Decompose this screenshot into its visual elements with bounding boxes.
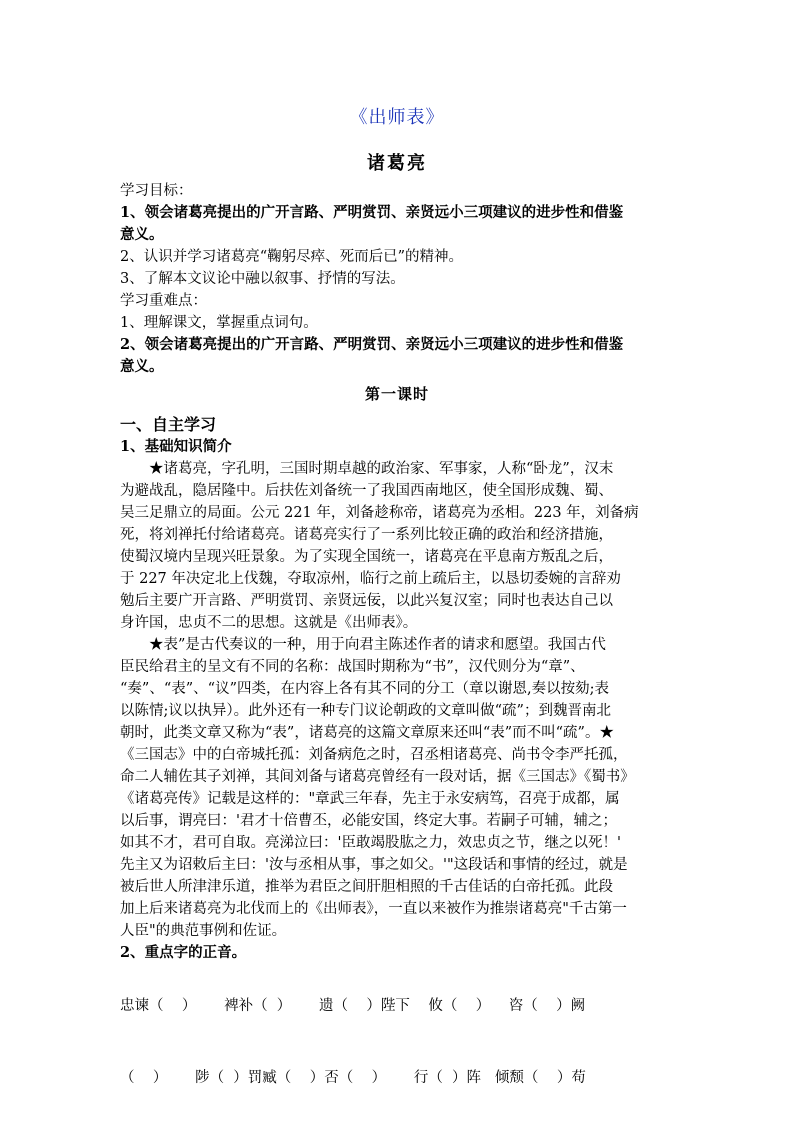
objective-item: 意义。	[120, 226, 164, 243]
paragraph-line: 如其不才，君可自取。亮涕泣曰：'臣敢竭股肱之力，效忠贞之节，继之以死！'	[120, 835, 621, 851]
paragraph-line: 《三国志》中的白帝城托孤：刘备病危之时，召丞相诸葛亮、尚书令李严托孤，	[120, 747, 628, 763]
paragraph-line: 加上后来诸葛亮为北伐而上的《出师表》，一直以来被作为推崇诸葛亮"千古第一	[120, 901, 627, 917]
paragraph-line: “奏”、“表”、“议”四类，在内容上各有其不同的分工（章以谢恩,奏以按劾;表	[120, 681, 609, 697]
paragraph-line: 被后世人所津津乐道，推举为君臣之间肝胆相照的千古佳话的白帝托孤。此段	[120, 879, 613, 895]
paragraph-line: 人臣"的典范事例和佐证。	[120, 923, 287, 939]
key-point-item: 2、领会诸葛亮提出的广开言路、严明赏罚、亲贤远小三项建议的进步性和借鉴	[120, 336, 624, 353]
key-points-heading: 学习重难点：	[120, 293, 207, 309]
pronunciation-line: 忠谏（ ） 裨补（ ） 遗（ ）陛下 攸（ ） 咨（ ）阙	[120, 998, 586, 1014]
author-name: 诸葛亮	[367, 153, 427, 174]
paragraph-line: 先主又为诏敕后主曰：'汝与丞相从事，事之如父。'"这段话和事情的经过，就是	[120, 857, 628, 873]
paragraph-line: 以后事，谓亮曰：'君才十倍曹丕，必能安国，终定大事。若嗣子可辅，辅之；	[120, 813, 617, 829]
key-point-item: 1、理解课文，掌握重点词句。	[120, 315, 318, 331]
paragraph-line: 吴三足鼎立的局面。公元 221 年，刘备趁称帝，诸葛亮为丞相。223 年，刘备病	[120, 505, 639, 521]
objective-item: 2、认识并学习诸葛亮“鞠躬尽瘁、死而后已”的精神。	[120, 249, 464, 265]
document-title: 《出师表》	[349, 107, 445, 128]
pronunciation-line: （ ） 陟（ ）罚臧（ ）否（ ） 行（ ）阵 倾颓（ ）苟	[120, 1070, 586, 1086]
paragraph-line: ★诸葛亮，字孔明，三国时期卓越的政治家、军事家，人称“卧龙”，汉末	[149, 461, 614, 477]
objectives-block	[120, 180, 680, 290]
key-point-item: 意义。	[120, 358, 164, 375]
subsection-heading: 1、基础知识简介	[120, 438, 232, 455]
objective-item: 1、领会诸葛亮提出的广开言路、严明赏罚、亲贤远小三项建议的进步性和借鉴	[120, 204, 624, 221]
basic-knowledge-block	[120, 436, 680, 964]
paragraph-line: ★表”是古代奏议的一种，用于向君主陈述作者的请求和愿望。我国古代	[149, 637, 606, 653]
paragraph-line: 为避战乱，隐居隆中。后扶佐刘备统一了我国西南地区，使全国形成魏、蜀、	[120, 483, 613, 499]
objectives-heading: 学习目标：	[120, 183, 193, 199]
section-heading: 一、自主学习	[120, 415, 217, 434]
paragraph-line: 朝时，此类文章又称为“表”，诸葛亮的这篇文章原来还叫“表”而不叫“疏”。★	[120, 725, 614, 741]
paragraph-line: 勉后主要广开言路、严明赏罚、亲贤远佞，以此兴复汉室；同时也表达自己以	[120, 593, 613, 609]
objective-item: 3、了解本文议论中融以叙事、抒情的写法。	[120, 271, 405, 287]
pronunciation-exercise	[120, 946, 680, 1138]
subsection-heading: 2、重点字的正音。	[120, 944, 247, 961]
paragraph-line: 身许国，忠贞不二的思想。这就是《出师表》。	[120, 615, 418, 631]
paragraph-line: 命二人辅佐其子刘禅，其间刘备与诸葛亮曾经有一段对话，据《三国志》《蜀书》	[120, 769, 635, 785]
paragraph-line: 死，将刘禅托付给诸葛亮。诸葛亮实行了一系列比较正确的政治和经济措施，	[120, 527, 613, 543]
paragraph-line: 使蜀汉境内呈现兴旺景象。为了实现全国统一，诸葛亮在平息南方叛乱之后，	[120, 549, 613, 565]
key-points-block	[120, 290, 680, 378]
paragraph-line: 臣民给君主的呈文有不同的名称：战国时期称为“书”，汉代则分为“章”、	[120, 659, 585, 675]
paragraph-line: 于 227 年决定北上伐魏，夺取凉州，临行之前上疏后主，以恳切委婉的言辞劝	[120, 571, 621, 587]
paragraph-line: 《诸葛亮传》记载是这样的："章武三年春，先主于永安病笃，召亮于成都，属	[120, 791, 620, 807]
lesson-title: 第一课时	[364, 385, 429, 403]
paragraph-line: 以陈情;议以执异）。此外还有一种专门议论朝政的文章叫做“疏”；到魏晋南北	[120, 703, 611, 719]
